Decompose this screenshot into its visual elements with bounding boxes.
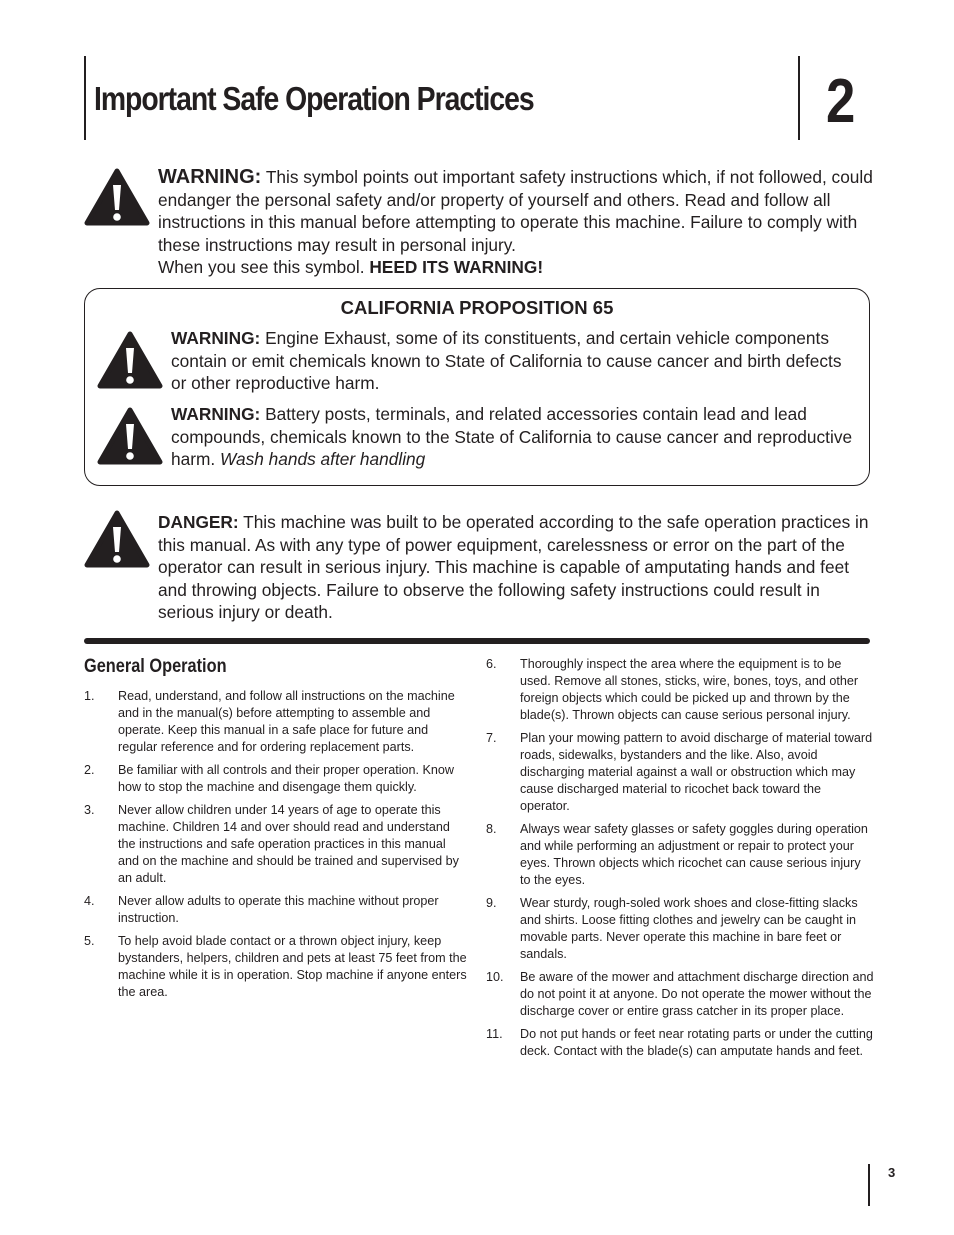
list-item-text: Read, understand, and follow all instructions on the machine and in the manual(s) before attempting to assemble and operate. Keep this manual in a safe place for future and regular reference and for ordering replacement parts. <box>118 689 455 754</box>
footer-bar <box>868 1164 870 1206</box>
wash-hands-note: Wash hands after handling <box>219 449 426 469</box>
warning-triangle-icon <box>97 407 163 465</box>
list-item-number: 3. <box>84 803 95 817</box>
prop65-warning-lead: WARNING: <box>171 404 261 424</box>
list-item <box>486 821 874 889</box>
list-item-text: Always wear safety glasses or safety goggles during operation and while performing an adjustment or repair to protect your eyes. Thrown objects which ricochet can cause serious injury to the eyes. <box>520 822 868 887</box>
list-item-number: 8. <box>486 822 497 836</box>
prop65-exhaust-warning <box>171 327 861 395</box>
list-item-text: Wear sturdy, rough-soled work shoes and close-fitting slacks and shirts. Loose fitting clothes and jewelry can be caught in movable parts. Never operate this machine in bare feet or sandals. <box>520 896 858 961</box>
list-item <box>486 730 874 815</box>
warning-symbol-explanation <box>158 166 873 279</box>
warning-text: This symbol points out important safety instructions which, if not followed, could endanger the personal safety and/or property of yourself and others. Read and follow all instructions in this manual before attempting to operate this machine. Failure to comply with these instructions may result in personal injury. <box>158 167 873 255</box>
list-item-text: Do not put hands or feet near rotating parts or under the cutting deck. Contact with the blade(s) can amputate hands and feet. <box>520 1027 873 1058</box>
instruction-list-right <box>486 656 874 1066</box>
list-item-text: To help avoid blade contact or a thrown object injury, keep bystanders, helpers, children and pets at least 75 feet from the machine while it is in operation. Stop machine if anyone enters the area. <box>118 934 467 999</box>
warning-triangle-icon <box>84 168 150 226</box>
list-item <box>84 802 470 887</box>
section-divider <box>84 638 870 644</box>
warning-symbol-line: When you see this symbol. <box>158 257 370 277</box>
list-item <box>84 893 470 927</box>
list-item-number: 6. <box>486 657 497 671</box>
danger-notice <box>158 511 870 624</box>
page-title: Important Safe Operation Practices <box>94 80 534 117</box>
list-item-number: 9. <box>486 896 497 910</box>
section-heading: General Operation <box>84 656 227 677</box>
prop65-warning-lead: WARNING: <box>171 328 261 348</box>
list-item <box>486 969 874 1020</box>
prop65-warning-text: Battery posts, terminals, and related accessories contain lead and lead compounds, chemicals known to the State of California to cause cancer and reproductive harm. <box>171 404 853 469</box>
list-item <box>486 1026 874 1060</box>
prop65-title: CALIFORNIA PROPOSITION 65 <box>340 297 614 318</box>
danger-lead: DANGER: <box>158 512 239 532</box>
list-item-number: 10. <box>486 970 504 984</box>
list-item-number: 2. <box>84 763 95 777</box>
list-item-text: Plan your mowing pattern to avoid discharge of material toward roads, sidewalks, bystanders and the like. Also, avoid discharging material against a wall or obstruction which may cause discharged material to ricochet back toward the operator. <box>520 731 873 813</box>
list-item <box>84 688 470 756</box>
prop65-battery-warning <box>171 403 861 471</box>
list-item-text: Be familiar with all controls and their proper operation. Know how to stop the machine and disengage them quickly. <box>118 763 455 794</box>
chapter-number: 2 <box>826 67 856 136</box>
heed-warning-text: HEED ITS WARNING! <box>369 257 544 277</box>
list-item-number: 5. <box>84 934 95 948</box>
list-item-text: Thoroughly inspect the area where the equipment is to be used. Remove all stones, sticks, wire, bones, toys, and other foreign objects which could be picked up and thrown by the blade(s). Thrown objects can cause serious personal injury. <box>520 657 859 722</box>
chapter-divider-bar <box>798 56 800 140</box>
list-item-number: 7. <box>486 731 497 745</box>
page-number: 3 <box>888 1165 896 1180</box>
list-item <box>84 762 470 796</box>
list-item-text: Never allow adults to operate this machine without proper instruction. <box>118 894 439 925</box>
list-item <box>486 656 874 724</box>
list-item <box>486 895 874 963</box>
danger-text: This machine was built to be operated according to the safe operation practices in this manual. As with any type of power equipment, carelessness or error on the part of the operator can result in serious injury. This machine is capable of amputating hands and feet and throwing objects. Failure to observe the following safety instructions could result in serious injury or death. <box>158 512 869 622</box>
instruction-list-left <box>84 688 470 1007</box>
list-item <box>84 933 470 1001</box>
list-item-number: 1. <box>84 689 95 703</box>
list-item-text: Be aware of the mower and attachment discharge direction and do not point it at anyone. Do not operate the mower without the discharge cover or entire grass catcher in its proper place. <box>520 970 874 1018</box>
warning-triangle-icon <box>84 510 150 568</box>
list-item-number: 4. <box>84 894 95 908</box>
title-left-bar <box>84 56 86 140</box>
warning-lead: WARNING: <box>158 166 262 188</box>
prop65-warning-text: Engine Exhaust, some of its constituents, and certain vehicle components contain or emit chemicals known to State of California to cause cancer and birth defects or other reproductive harm. <box>171 328 842 393</box>
list-item-number: 11. <box>486 1027 503 1041</box>
list-item-text: Never allow children under 14 years of age to operate this machine. Children 14 and over should read and understand the instructions and safe operation practices in this manual and on the machine and should be trained and supervised by an adult. <box>118 803 459 885</box>
warning-triangle-icon <box>97 331 163 389</box>
prop65-box <box>84 288 870 486</box>
